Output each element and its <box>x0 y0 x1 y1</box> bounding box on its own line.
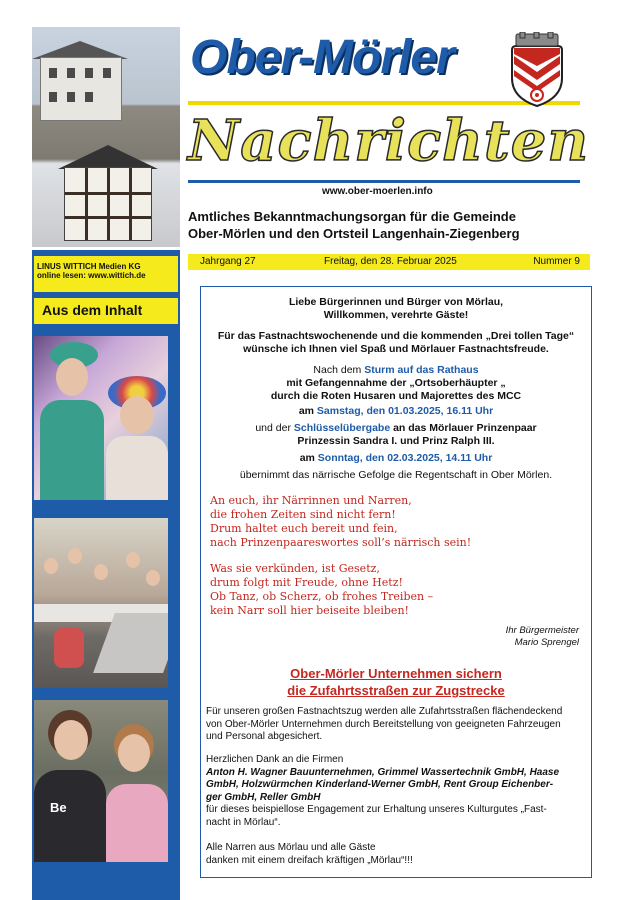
letter-line-storm: Nach dem Sturm auf das Rathaus <box>313 364 479 376</box>
letter-greeting-2: Willkommen, verehrte Gäste! <box>323 309 469 321</box>
article-paragraph-1: Für unseren großen Fastnachtszug werden alle Zufahrtsstraßen flächendeckend von Ober-Mörler Unternehmen durch Bereitstellung von geeigneten Fahrzeugen und Personal abgesichert. <box>206 706 563 742</box>
header-photo-town <box>32 27 180 247</box>
letter-intro-1: Für das Fastnachtswochenende und die kommenden „Drei tollen Tage“ <box>217 330 575 342</box>
signature-role: Ihr Bürgermeister <box>505 625 579 636</box>
subtitle-line1: Amtliches Bekanntmachungsorgan für die Gemeinde <box>188 209 516 224</box>
article-closing: Alle Narren aus Mörlau und alle Gäste danken mit einem dreifach kräftigen „Mörlau“!!! <box>206 842 413 866</box>
masthead-title-line1: Ober-Mörler <box>190 31 454 84</box>
letter-prince-couple: Prinzessin Sandra I. und Prinz Ralph III. <box>297 435 495 447</box>
photo-two-women: Be <box>34 700 168 862</box>
signature <box>506 625 579 649</box>
poem-stanza-1: An euch, ihr Närrinnen und Narren, die frohen Zeiten sind nicht fern! Drum haltet euch bereit und fein, nach Prinzenpaareswortes soll’s närrisch sein! <box>210 494 472 549</box>
photo-carnival-hall <box>34 518 168 688</box>
issue-info-bar <box>188 254 590 270</box>
letter-line-key: und der Schlüsselübergabe an das Mörlauer Prinzenpaar <box>255 422 537 434</box>
letter-date-sunday: am Sonntag, den 02.03.2025, 14.11 Uhr <box>299 452 493 464</box>
article-headline-1: Ober-Mörler Unternehmen sichern <box>290 666 502 681</box>
masthead-title-line2: Nachrichten <box>188 108 590 174</box>
subtitle-line2: Ober-Mörlen und den Ortsteil Langenhain-Ziegenberg <box>188 226 520 241</box>
coat-of-arms-icon <box>508 32 566 108</box>
photo-carnival-women <box>34 336 168 500</box>
publisher-box <box>34 256 178 292</box>
publisher-online[interactable]: online lesen: www.wittich.de <box>37 271 146 280</box>
issue-date: Freitag, den 28. Februar 2025 <box>324 256 457 267</box>
issue-volume: Jahrgang 27 <box>200 256 256 267</box>
letter-intro-2: wünsche ich Ihnen viel Spaß und Mörlauer Fastnachtsfreude. <box>243 343 549 355</box>
letter-line-8: übernimmt das närrische Gefolge die Regentschaft in Ober Mörlen. <box>239 469 553 481</box>
article-headline-2: die Zufahrtsstraßen zur Zugstrecke <box>287 683 505 698</box>
website-link[interactable]: www.ober-moerlen.info <box>322 186 433 197</box>
letter-date-saturday: am Samstag, den 01.03.2025, 16.11 Uhr <box>298 405 494 417</box>
masthead-subtitle <box>188 208 520 242</box>
storm-highlight: Sturm auf das Rathaus <box>364 364 479 376</box>
letter-line-2: mit Gefangennahme der „Ortsoberhäupter „ <box>286 377 506 389</box>
contents-heading: Aus dem Inhalt <box>42 302 143 318</box>
masthead-rule <box>188 180 580 183</box>
letter-greeting-1: Liebe Bürgerinnen und Bürger von Mörlau, <box>288 296 504 308</box>
poem-stanza-2: Was sie verkünden, ist Gesetz, drum folgt mit Freude, ohne Hetz! Ob Tanz, ob Scherz, ob frohes Treiben – kein Narr soll hier beiseite bleiben! <box>210 562 434 617</box>
letter-line-3: durch die Roten Husaren und Majorettes des MCC <box>270 390 522 402</box>
article-thanks: Herzlichen Dank an die Firmen Anton H. Wagner Bauunternehmen, Grimmel Wassertechnik GmbH, Haase GmbH, Holzwürmchen Kinderland-Werner GmbH, Rent Group Eichenber- ger GmbH, Reller GmbH für dieses beispiellose Engagement zur Erhaltung unseres Kulturgutes „Fast- nacht in Mörlau“. <box>206 754 560 828</box>
publisher-name: LINUS WITTICH Medien KG <box>37 262 141 271</box>
issue-number: Nummer 9 <box>533 256 580 267</box>
contents-heading-box <box>34 298 178 324</box>
signature-name: Mario Sprengel <box>514 637 579 648</box>
